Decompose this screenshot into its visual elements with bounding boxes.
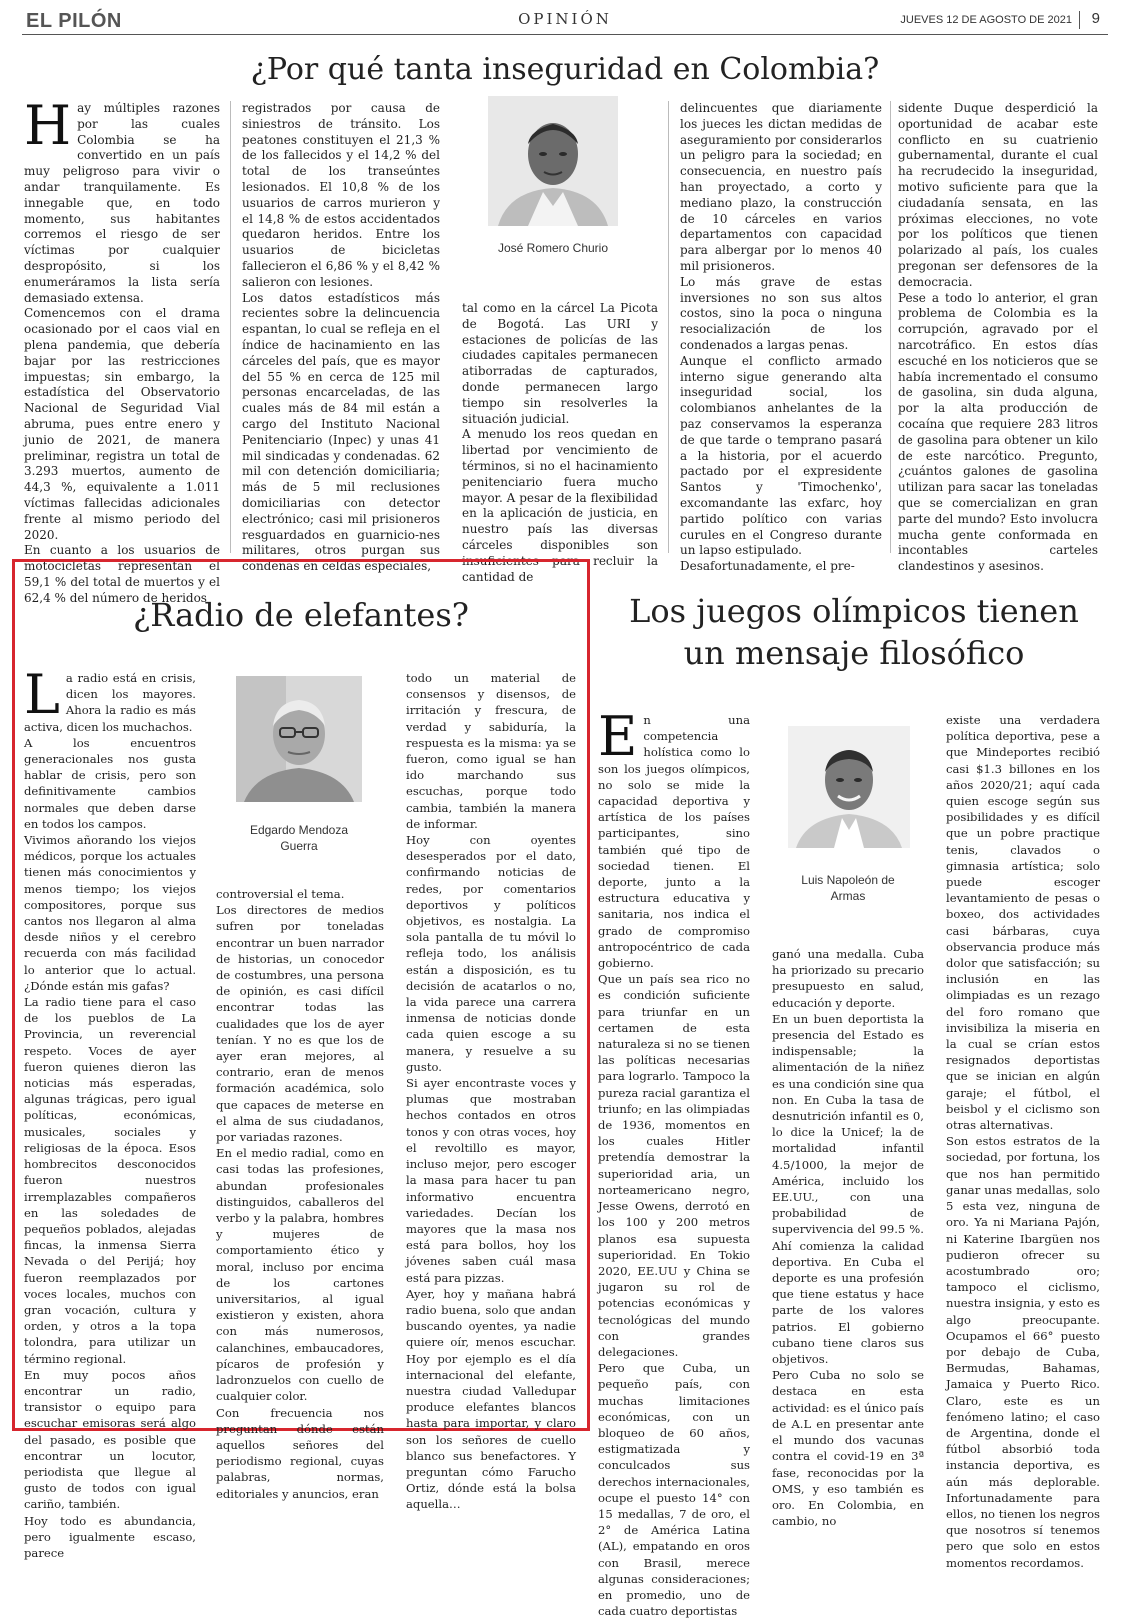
- article1-author: José Romero Churio: [497, 241, 609, 255]
- article2-col1-text: a radio está en crisis, dicen los mayores. Ahora la radio es más activa, dicen los muchachos. A los encuentros generacionales nos gusta hablar de crisis, pero son definitivamente cambios normales que deben darse en todos los campos. Vivimos añorando los viejos médicos, porque los actuales tienen más conocimientos y menos tiempo; los viejos compositores, porque sus cantos nos llegaron al alma desde niños y el cerebro recuerda con más facilidad lo anterior que lo actual. ¿Dónde están mis gafas? La radio tiene para el caso de los pueblos de La Provincia, un reverencial respeto. Voces de ayer fueron quienes dieron las noticias más esperadas, algunas trágicas, pero igual políticas, económicas, musicales, sociales y religiosas de la época. Esos hombrecitos desconocidos fueron nuestros irremplazables compañeros en las soledades de pequeños poblados, alejadas fincas, la inmensa Sierra Nevada o del Perijá; hoy fueron reemplazados por voces locales, muchos con gran vocación, cultura y orden, y otros a la topa tolondra, para utilizar un término regional. En muy pocos años encontrar un radio, transistor o equipo para escuchar emisoras será algo del pasado, es posible que encontrar un locutor, periodista que llegue al gusto de todos con igual cariño, también. Hoy todo es abundancia, pero igualmente escaso, parece: [24, 671, 196, 1560]
- article1-col2-text: registrados por causa de siniestros de tránsito. Los peatones constituyen el 21,3 % de los fallecidos y el 14,2 % del total de los transeúntes lesionados. El 10,8 % de los usuarios de carros murieron y el 14,8 % de estos accidentados quedaron heridos. Entre los usuarios de bicicletas fallecieron el 6,86 % y el 8,42 % salieron con lesiones. Los datos estadísticos más recientes sobre la delincuencia espantan, lo cual se refleja en el índice de hacinamiento en las cárceles del país, que es mayor del 55 % en cerca de 125 mil personas encarceladas, de las cuales más de 84 mil están a cargo del Instituto Nacional Penitenciario (Inpec) y unas 41 mil sindicadas y condenadas. 62 mil con detención domiciliaria; más de 5 mil reclusiones domiciliarias con detector electrónico; casi mil prisioneros resguardados en guarnicio-nes militares, otros purgan sus condenas en celdas especiales,: [242, 101, 440, 574]
- section-title: OPINIÓN: [518, 10, 612, 28]
- page-number-divider: [1079, 11, 1080, 29]
- article1-col4-text: delincuentes que diariamente los jueces les dictan medidas de aseguramiento por considerarlos un peligro para la sociedad; en consecuencia, en nuestro país han proyectado, a corto y mediano plazo, la construcción de 10 cárceles en varios departamentos con capacidad para albergar por lo menos 40 mil prisioneros. Lo más grave de estas inversiones no son sus altos costos, sino la poca o ninguna resocialización de los condenados a largas penas. Aunque el conflicto armado interno sigue generando alta inseguridad social, los colombianos anhelantes de la paz conservamos la esperanza de que tarde o temprano pasará a la historia, por el acuerdo pactado por el expresidente Santos y 'Timochenko', excomandante las exfarc, hoy partido político con varias curules en el Congreso durante un lapso estipulado. Desafortunadamente, el pre-: [680, 101, 882, 574]
- article2-col3-text: todo un material de consensos y disensos, de irritación y frescura, de verdad y sabiduría, la respuesta es la misma: ya se fueron, como igual se han ido marchando sus escuchas, porque todo cambia, también la manera de informar. Hoy con oyentes desesperados por el dato, confirmando noticias de redes, por comentarios deportivos y políticos objetivos, es nostalgia. La sola pantalla de tu móvil lo refleja todo, los análisis están a disposición, es tu decisión de acatarlos o no, la vida parece una carrera inmensa de noticias donde cada quien escoge a su manera, y resuelve a su gusto. Si ayer encontraste voces y plumas que mostraban hechos contados en otros tonos y con otras voces, hoy el revoltillo es mayor, incluso mejor, pero escoger la masa para hacer tu pan informativo encuentra variedades. Decían los mayores que la masa nos está para bollos, hoy los jóvenes saben cuál masa está para pizzas. Ayer, hoy y mañana habrá radio buena, solo que andan buscando oyentes, ya nadie quiere oír, menos escuchar. Hoy por ejemplo es el día internacional del elefante, nuestra ciudad Valledupar produce elefantes blancos hasta para importar, y claro son los señores de cuello blanco sus benefactores. Y preguntan cómo Farucho Ortiz, dónde está la bolsa aquella…: [406, 671, 576, 1512]
- column-divider: [230, 101, 231, 553]
- column-divider: [890, 101, 891, 553]
- article3-author-line2: Armas: [830, 889, 866, 903]
- newspaper-logo: EL PILÓN: [26, 10, 122, 32]
- article1-column-2: [242, 101, 440, 574]
- article3-title: [600, 590, 1108, 674]
- article1-column-3: [462, 301, 658, 584]
- article1-title: ¿Por qué tanta inseguridad en Colombia?: [250, 52, 880, 87]
- article3-dropcap: E: [598, 705, 638, 768]
- article3-column-2: [772, 946, 924, 1529]
- author-portrait-luis-napoleon: [788, 726, 910, 848]
- article3-column-3: [946, 712, 1100, 1570]
- article3-title-line1: Los juegos olímpicos tienen: [629, 592, 1079, 630]
- article3-column-1: [598, 705, 750, 1619]
- article2-column-3: [406, 670, 576, 1512]
- article2-author-line1: Edgardo Mendoza: [249, 823, 349, 837]
- author-portrait-jose-romero: [488, 96, 618, 226]
- article3-col3-text: existe una verdadera política deportiva, pese a que Mindeportes recibió casi $1.3 billones en los años 2020/21; aquí cada quien escoge según sus posibilidades y es difícil que un pobre practique tenis, clavados o gimnasia artística; solo puede escoger levantamiento de pesas o boxeo, dos actividades casi bárbaras, cuya observancia produce más dolor que satisfacción; su inclusión en las olimpiadas es un rezago del foro romano que invisibiliza la miseria en la cual se crían estos resignados deportistas que se inician en algún garaje; el fútbol, el beisbol y el ciclismo son otras alternativas. Son estos estratos de la sociedad, por fortuna, los que nos han permitido ganar unas medallas, solo 5 esta vez, ninguna de oro. Ya ni Mariana Pajón, ni Katerine Ibargüen nos pudieron ofrecer su acostumbrado oro; tampoco el ciclismo, nuestra insignia, y esto es algo preocupante. Ocupamos el 66° puesto por debajo de Cuba, Bermudas, Bahamas, Jamaica y Puerto Rico. Claro, este es un fenómeno latino; el caso de Argentina, donde el fútbol absorbió toda instancia deportiva, es aún más deplorable. Infortunadamente para ellos, no tienen los negros que nosotros sí tenemos pero que solo en estos momentos recordamos.: [946, 713, 1100, 1570]
- author-portrait-edgardo-mendoza: [236, 676, 362, 802]
- article2-title: ¿Radio de elefantes?: [133, 596, 469, 634]
- article1-col1-text: ay múltiples razones por las cuales Colombia se ha convertido en un país muy peligroso para vivir o andar tranquilamente. Es innegable que, en todo momento, sus habitantes corremos el riesgo de ser víctimas por cualquier despropósito, si los enumeráramos la lista sería demasiado extensa. Comencemos con el drama ocasionado por el caos vial en plena pandemia, que debería bajar por las restricciones impuestas; sin embargo, la estadística del Observatorio Nacional de Seguridad Vial abruma, pues entre enero y junio de 2021, de manera preliminar, registra un total de 3.293 muertos, aumento de 44,3 %, equivalente a 1.011 víctimas fallecidas adicionales frente al mismo periodo del 2020. En cuanto a los usuarios de motocicletas representan el 59,1 % del total de muertos y el 62,4 % del número de heridos: [24, 101, 220, 605]
- issue-date: JUEVES 12 DE AGOSTO DE 2021: [900, 14, 1072, 26]
- article1-col3-text: tal como en la cárcel La Picota de Bogotá. Las URI y estaciones de policías de las ciudades capitales permanecen atiborradas de capturados, donde permanecen largo tiempo sin resolverles la situación judicial. A menudo los reos quedan en libertad por vencimiento de términos, si no el hacinamiento penitenciario fuera mucho mayor. A pesar de la flexibilidad en la aplicación de justicia, en nuestro país las diversas cárceles disponibles son insuficientes para recluir la cantidad de: [462, 301, 658, 584]
- article3-title-line2: un mensaje filosófico: [683, 634, 1025, 672]
- article2-col2-text: controversial el tema. Los directores de medios sufren por toneladas encontrar un buen narrador de historias, un conocedor de costumbres, una persona de opinión, es casi difícil encontrar todas las cualidades que los de ayer tenían. Y no es que los de ayer eran mejores, al contrario, eran de menos formación académica, solo que capaces de meterse en el alma de sus ciudadanos, por variadas razones. En el medio radial, como en casi todas las profesiones, abundan profesionales distinguidos, caballeros del verbo y la palabra, hombres y mujeres de comportamiento ético y moral, incluso por encima de los cartones universitarios, al igual existieron y existen, ahora con más numerosos, calanchines, embaucadores, pícaros de profesión y ladronzuelos con cuello de cualquier color. Con frecuencia nos preguntan dónde están aquellos señores del periodismo regional, cuyas palabras, normas, editoriales y anuncios, eran: [216, 887, 384, 1501]
- article2-author-line2: Guerra: [280, 839, 318, 853]
- article3-col2-text: ganó una medalla. Cuba ha priorizado su precario presupuesto en salud, educación y deporte. En un buen deportista la presencia del Estado es indispensable; la alimentación de la niñez es una condición sine qua non. En Cuba la tasa de desnutrición infantil es 0, lo dice la Unicef; la de mortalidad infantil 4.5/1000, la mejor de América, incluido los EE.UU., con una probabilidad de supervivencia del 99.5 %. Ahí comienza la calidad deportiva. En Cuba el deporte es una profesión que tiene estatus y hace parte de los valores patrios. El gobierno cubano tiene claros sus objetivos. Pero Cuba no solo se destaca en esta actividad: es el único país de A.L en presentar ante el mundo dos vacunas contra el covid-19 en 3ª fase, reconocidas por la OMS, y eso también es oro. En Colombia, en cambio, no: [772, 947, 924, 1529]
- masthead: [22, 8, 1108, 35]
- column-divider: [668, 101, 669, 553]
- article3-col1-text: n una competencia holística como lo son los juegos olímpicos, no solo se mide la capacidad deportiva y artística de los países participantes, sino también qué tipo de sociedad tienen. El deporte, junto a la estructura educativa y sanitaria, nos indica el grado de compromiso antropocéntrico de cada gobierno. Que un país sea rico no es condición suficiente para triunfar en un certamen de esta naturaleza si no se tienen las políticas necesarias para lograrlo. Tampoco la pureza racial garantiza el triunfo; en las olimpiadas de 1936, momentos en los cuales Hitler pretendía demostrar la superioridad aria, un norteamericano negro, Jesse Owens, derrotó en los 100 y 200 metros planos esa supuesta superioridad. En Tokio 2020, EE.UU y China se jugaron su rol de potencias económicas y tecnológicas del mundo con grandes delegaciones. Pero que Cuba, un pequeño país, con muchas limitaciones económicas, con un bloqueo de 60 años, estigmatizada y conculcados sus derechos internacionales, ocupe el puesto 14° con 15 medallas, 7 de oro, el 2° de América Latina (AL), empatando en oros con Brasil, merece algunas consideraciones; en promedio, uno de cada cuatro deportistas: [598, 713, 750, 1619]
- article3-author-line1: Luis Napoleón de: [801, 873, 895, 887]
- article2-author: [212, 822, 386, 854]
- page-number: 9: [1091, 10, 1100, 27]
- article1-col5-text: sidente Duque desperdició la oportunidad de acabar este conflicto en su cuatrienio gubernamental, durante el cual ha recrudecido la inseguridad, motivo suficiente para que la ciudadanía sensata, en las próximas elecciones, no vote por los políticos que tienen polarizado al país, los cuales pregonan ser defensores de la democracia. Pese a todo lo anterior, el gran problema de Colombia es la corrupción, agravado por el narcotráfico. En estos días escuché en los noticieros que se había incrementado el consumo de gasolina, sin duda alguna, por la alta producción de cocaína que requiere 283 litros de gasolina para obtener un kilo de este narcótico. Pregunto, ¿cuántos galones de gasolina utilizan para sacar las toneladas que se comercializan en gran parte del mundo? Esto involucra mucha gente conformada en incontables carteles clandestinos y asesinos.: [898, 101, 1098, 574]
- article2-dropcap: L: [24, 663, 60, 726]
- article2-column-1: [24, 663, 196, 1560]
- article1-column-5: [898, 101, 1098, 574]
- article1-column-4: [680, 101, 882, 574]
- article1-column-1: [24, 94, 220, 605]
- article3-author: [770, 872, 926, 904]
- article1-dropcap: H: [24, 94, 72, 157]
- article2-column-2: [216, 886, 384, 1501]
